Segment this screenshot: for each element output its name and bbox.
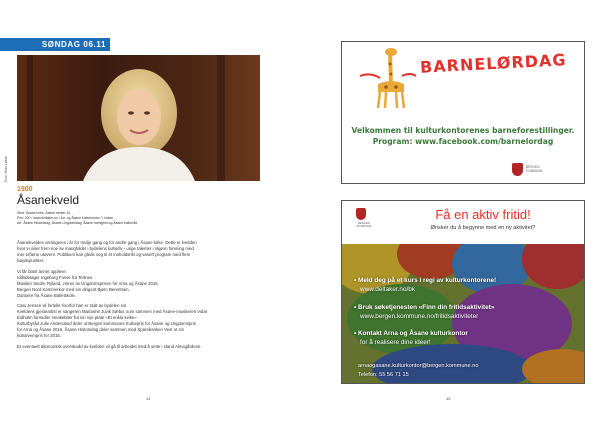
portrait-photo xyxy=(17,55,260,181)
giraffe-icon xyxy=(358,46,418,110)
bullet-link[interactable]: www.bergen.kommune.no/fritidsaktiviteter xyxy=(360,312,479,320)
meta-line: Arr: Åsane Historielag, Åsane Ungdomslag, Åsane menighet og Åsane kulturråd xyxy=(17,221,138,225)
bergen-kommune-logo: BERGEN KOMMUNE xyxy=(348,206,378,236)
event-title: Åsanekveld xyxy=(17,193,80,207)
ad-program-link[interactable]: Program: www.facebook.com/barnelordag xyxy=(372,137,554,146)
event-description xyxy=(17,240,260,354)
paragraph: Cato Jensen vil fortelle hvorfor han er stolt av bydelen sin. Kveldens gjesteartist er sangeren Marianne Juvik Sæbø, som sammen med Åsane-musikeren Vidar Eidholm formidler smakebiter fra sin nye plate «Et enkla kvike» Kulturbyråd Julie Andersland deler ut Bergen kommunes Kulturpris for Åsane og Ungdomspris for Arna og Åsane 2016. Åsane Historielag deler sammen med Sparebanken Vest ut sin kulturvernpris for 2016. xyxy=(17,303,208,338)
bullet-link[interactable]: www.deltaker.no/bk xyxy=(360,285,416,293)
ad-title: BARNELØRDAG xyxy=(419,50,567,77)
ad-bullet: • Kontakt Arna og Åsane kulturkontor for å realisere dine ideer! xyxy=(354,330,468,346)
aktiv-fritid-ad xyxy=(341,200,585,384)
bergen-kommune-logo: BERGEN KOMMUNE xyxy=(512,163,572,177)
event-time: 1900 xyxy=(17,186,33,193)
ad-subtitle: Ønsker du å begynne med en ny aktivitet? xyxy=(430,225,536,231)
contact-phone: Telefon: 55 56 71 15 xyxy=(358,372,409,378)
ad-bullet: • Meld deg på et kurs i regi av kulturkontorene! www.deltaker.no/bk xyxy=(354,277,582,294)
meta-line: Sted: Åsane kirke, Åsane senter 44 xyxy=(17,211,71,215)
ad-welcome-text: Velkommen til kulturkontorenes barneforestillinger. xyxy=(351,126,575,135)
page-number: 44 xyxy=(146,396,151,401)
paragraph: Et eventuelt økonomisk overskudd av kvelden vil gå til arbeidet med å sette i stand Almsgårdene. xyxy=(17,343,202,349)
contact-email[interactable]: arnaogasane.kulturkontor@bergen.kommune.no xyxy=(358,363,479,369)
date-banner: SØNDAG 06.11 xyxy=(0,38,110,51)
ad-bullet: • Bruk søketjenesten «Finn din fritidsaktivitet» www.bergen.kommune.no/fritidsaktiviteter xyxy=(354,304,582,321)
page-number: 45 xyxy=(446,396,451,401)
meta-line: Pris: 200 / www.deltaker.no / Arr. og Åsane kulturkontor / i kirken xyxy=(17,216,114,220)
barnelordag-ad xyxy=(341,41,585,184)
photo-credit: Foto: Mats Løkke xyxy=(4,155,8,182)
event-meta xyxy=(17,211,257,226)
paragraph: Åsanekvelden arrangeres i år for tredje gang og for andre gang i Åsane kirke. Dette er kvelden hvor vi viser frem noe av mangfoldet i bydelens kulturliv - unge talenter i skjønn forening med mer erfarne utøvere. Publikum kan glede seg til et innholdsrikt og variert program med flere høydepunkter. xyxy=(17,240,197,263)
crest-icon xyxy=(356,208,366,220)
ad-title: Få en aktiv fritid! xyxy=(435,207,531,222)
paragraph: Vi får blant annet oppleve: Iddsdetager Ingeborg Fosse fra Tertnes. Musiker Sindre Ryland, vinner av Ungdomsprisen for Arna og Åsane 2015. Bergen Nord Kammerkor med sin dirigent Bjørn Berentsen, Dansere fra Åsane Balletskole. xyxy=(17,268,159,298)
crest-icon xyxy=(512,163,523,176)
